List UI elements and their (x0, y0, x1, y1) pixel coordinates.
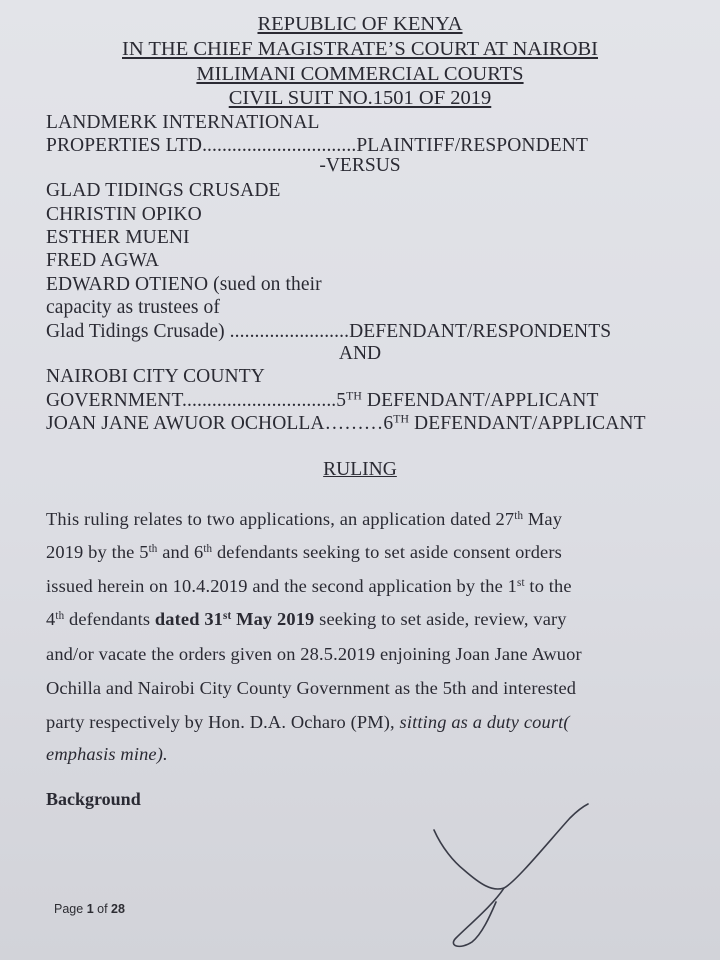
ruling-title: RULING (323, 459, 397, 480)
body-sup: th (203, 542, 213, 555)
footer-of-word: of (97, 902, 108, 916)
section-heading-background: Background (46, 789, 141, 809)
plaintiff-line (46, 136, 588, 156)
defendant-role-line (46, 322, 611, 342)
body-italic-text: sitting as a duty court( (399, 712, 570, 732)
body-text: 4 (46, 609, 56, 629)
footer-page-number: 1 (86, 902, 94, 916)
body-sup: st (517, 576, 525, 589)
body-text: May (523, 509, 563, 529)
fifth-defendant-name-line2: GOVERNMENT (46, 390, 183, 411)
sixth-defendant-role: DEFENDANT/APPLICANT (409, 413, 646, 434)
fifth-defendant-role: DEFENDANT/APPLICANT (361, 390, 599, 411)
defendant-line-6: capacity as trustees of (46, 297, 220, 318)
header-courts: MILIMANI COMMERCIAL COURTS (196, 63, 524, 85)
versus-label: -VERSUS (319, 155, 401, 176)
and-label: AND (338, 343, 382, 364)
defendant-leader: ........................ (224, 321, 350, 342)
fifth-defendant-sup: TH (346, 389, 362, 403)
header-republic: REPUBLIC OF KENYA (257, 13, 463, 35)
body-sup: th (148, 542, 158, 555)
body-text: This ruling relates to two applications, an application dated 27 (46, 509, 515, 529)
body-line-5: and/or vacate the orders given on 28.5.2019 enjoining Joan Jane Awuor (46, 644, 582, 664)
body-text: to the (524, 576, 572, 596)
signature-icon (420, 800, 600, 950)
sixth-defendant-leader: ……… (324, 413, 384, 434)
body-text: 2019 by the 5 (46, 542, 149, 562)
plaintiff-name-line2: PROPERTIES LTD (46, 135, 203, 156)
fifth-defendant-leader: ............................... (182, 390, 337, 411)
body-sup: th (514, 509, 524, 522)
body-line-2 (46, 543, 562, 561)
plaintiff-name-line1: LANDMERK INTERNATIONAL (46, 112, 320, 133)
body-text: issued herein on 10.4.2019 and the second application by the 1 (46, 576, 518, 596)
defendant-line-3: ESTHER MUENI (46, 227, 190, 248)
fifth-defendant-name-line1: NAIROBI CITY COUNTY (46, 366, 265, 387)
body-text: defendants seeking to set aside consent orders (212, 542, 562, 562)
body-text: defendants (64, 609, 155, 629)
sixth-defendant-line (46, 414, 646, 434)
footer-page-total: 28 (111, 902, 125, 916)
body-text: and 6 (157, 542, 204, 562)
body-bold-text: May 2019 (231, 609, 315, 629)
page-footer (54, 902, 125, 916)
defendant-role: DEFENDANT/RESPONDENTS (349, 321, 612, 342)
body-bold-text: dated 31 (154, 609, 224, 629)
plaintiff-leader: ............................... (202, 135, 357, 156)
body-line-4 (46, 610, 567, 628)
body-line-1 (46, 510, 562, 528)
defendant-line-5: EDWARD OTIENO (sued on their (46, 274, 322, 295)
body-sup: th (55, 609, 65, 622)
fifth-defendant-num: 5 (336, 390, 347, 411)
body-text: seeking to set aside, review, vary (314, 609, 567, 629)
plaintiff-role: PLAINTIFF/RESPONDENT (356, 135, 588, 156)
header-suit-number: CIVIL SUIT NO.1501 OF 2019 (228, 87, 492, 109)
defendant-line-1: GLAD TIDINGS CRUSADE (46, 180, 281, 201)
footer-page-word: Page (54, 902, 84, 916)
body-line-8: emphasis mine). (46, 744, 168, 764)
sixth-defendant-name: JOAN JANE AWUOR OCHOLLA (46, 413, 325, 434)
body-text: party respectively by Hon. D.A. Ocharo (PM), (46, 712, 400, 732)
body-sup: st (223, 609, 232, 622)
header-court: IN THE CHIEF MAGISTRATE’S COURT AT NAIROBI (122, 38, 598, 60)
sixth-defendant-sup: TH (393, 412, 410, 426)
body-line-3 (46, 577, 572, 595)
body-line-6: Ochilla and Nairobi City County Government as the 5th and interested (46, 678, 577, 698)
body-line-7 (46, 713, 570, 731)
sixth-defendant-num: 6 (383, 413, 394, 434)
defendant-line-2: CHRISTIN OPIKO (46, 204, 202, 225)
fifth-defendant-line (46, 391, 598, 411)
defendant-last-line: Glad Tidings Crusade) (46, 321, 225, 342)
defendant-line-4: FRED AGWA (46, 250, 160, 271)
